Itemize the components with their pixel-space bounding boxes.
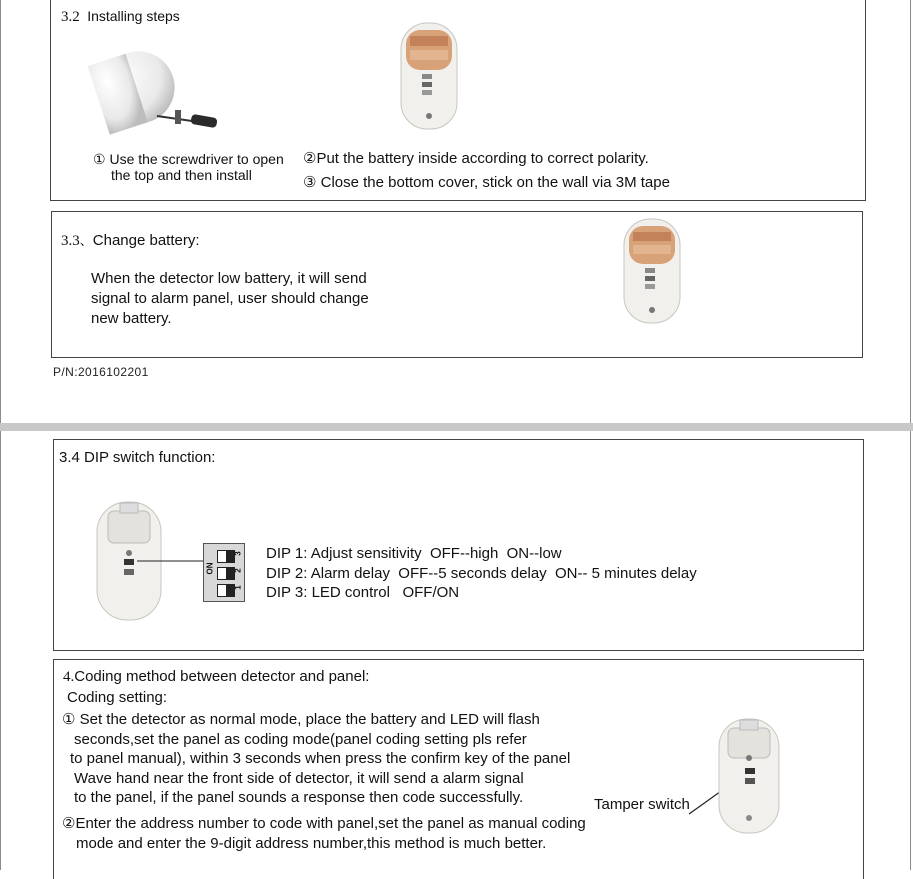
dip-on-label: ON bbox=[205, 562, 215, 575]
dip-2-description: DIP 2: Alarm delay OFF--5 seconds delay ON-- 5 minutes delay bbox=[266, 564, 697, 582]
section-3-4-title: 3.4 DIP switch function: bbox=[59, 449, 216, 466]
dip-number-3: 3 bbox=[233, 551, 243, 556]
method-2-line: mode and enter the 9-digit address number,this method is much better. bbox=[76, 835, 547, 852]
body-line: new battery. bbox=[91, 310, 172, 327]
coding-method-1 bbox=[62, 710, 570, 808]
step-3-text: Close the bottom cover, stick on the wall via 3M tape bbox=[320, 174, 670, 191]
change-battery-body bbox=[91, 269, 369, 329]
step-2-text: Put the battery inside according to correct polarity. bbox=[316, 150, 649, 167]
dip-1-description: DIP 1: Adjust sensitivity OFF--high ON--low bbox=[266, 545, 562, 562]
dip-pointer-line bbox=[137, 556, 209, 566]
step-3 bbox=[303, 173, 670, 193]
step-2 bbox=[303, 149, 649, 169]
dip-number-2: 2 bbox=[233, 568, 243, 573]
dip-descriptions bbox=[266, 544, 697, 603]
section-title: Coding method between detector and panel: bbox=[74, 668, 370, 685]
step-1-marker: ① bbox=[93, 151, 106, 167]
method-1-line: to the panel, if the panel sounds a response then code successfully. bbox=[74, 789, 524, 806]
dip-slot-3 bbox=[217, 550, 235, 563]
dip-slot-2 bbox=[217, 567, 235, 580]
section-number: 4. bbox=[63, 669, 75, 685]
body-line: signal to alarm panel, user should change bbox=[91, 290, 369, 307]
section-separator: 、 bbox=[79, 233, 93, 248]
body-line: When the detector low battery, it will send bbox=[91, 270, 367, 287]
section-3-2-heading bbox=[61, 8, 180, 26]
section-number: 3.2 bbox=[61, 9, 80, 25]
section-title: Change battery: bbox=[92, 232, 200, 249]
method-1-line: Wave hand near the front side of detector, it will send a alarm signal bbox=[74, 769, 524, 787]
detector-tamper-illustration bbox=[718, 718, 780, 834]
open-detector-battery-illustration bbox=[400, 22, 458, 130]
document-page-1 bbox=[0, 0, 911, 423]
coding-setting-subtitle: Coding setting: bbox=[67, 689, 168, 706]
dip-switch bbox=[203, 543, 245, 602]
coding-method-2 bbox=[62, 814, 586, 854]
section-3-3-heading bbox=[61, 230, 200, 250]
method-1-line: ① Set the detector as normal mode, place the battery and LED will flash bbox=[62, 711, 540, 728]
section-number: 3.3 bbox=[61, 233, 80, 249]
step-3-marker: ③ bbox=[303, 174, 317, 191]
step-2-marker: ② bbox=[303, 150, 317, 167]
tamper-switch-label: Tamper switch bbox=[594, 796, 690, 813]
section-title: Installing steps bbox=[87, 8, 180, 24]
dip-number-1: 1 bbox=[233, 585, 243, 590]
section-4-heading bbox=[63, 667, 369, 687]
part-number: P/N:2016102201 bbox=[53, 365, 149, 379]
step-1-line-1: Use the screwdriver to open bbox=[109, 151, 284, 167]
page-separator bbox=[0, 423, 913, 431]
step-1-line-2: the top and then install bbox=[111, 167, 252, 183]
method-2-line: ②Enter the address number to code with panel,set the panel as manual coding bbox=[62, 815, 586, 832]
method-1-line: seconds,set the panel as coding mode(panel coding setting pls refer bbox=[74, 730, 527, 748]
detector-screwdriver-illustration bbox=[87, 44, 227, 139]
document-page-2 bbox=[0, 431, 911, 870]
method-1-line: to panel manual), within 3 seconds when press the confirm key of the panel bbox=[70, 750, 571, 767]
step-1 bbox=[93, 151, 284, 168]
dip-slot-1 bbox=[217, 584, 235, 597]
dip-3-description: DIP 3: LED control OFF/ON bbox=[266, 584, 460, 601]
battery-detector-illustration bbox=[623, 218, 681, 324]
